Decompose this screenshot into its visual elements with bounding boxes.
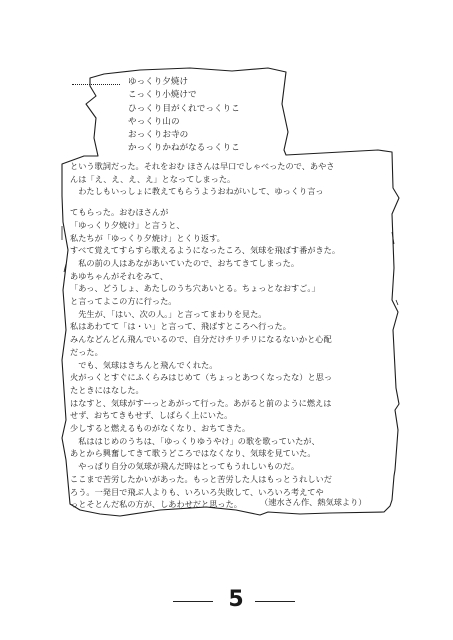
page-footer xyxy=(0,589,453,613)
body-line: みんなどんどん飛んでいるので、自分だけチリチリになるないかと心配 xyxy=(70,334,332,345)
body-line: すべて覚えてすらすら歌えるようになったころ、気球を飛ばす番がきた。 xyxy=(70,245,341,256)
body-line: 少しすると燃えるものがなくなり、おちてきた。 xyxy=(70,423,251,434)
body-line: っとそとんだ私の方が、しあわせだと思った。 xyxy=(70,499,242,510)
poem-line: かっくりかねがなるっくりこ xyxy=(128,143,240,154)
body-line: でも、気球はきちんと飛んでくれた。 xyxy=(70,359,218,370)
footer-rule-left xyxy=(173,601,213,602)
author-credit: （速水さん作、熱気球より） xyxy=(260,497,367,507)
body-line: 私ははじめのうちは、「ゆっくりゆうやけ」の歌を歌っていたが、 xyxy=(70,435,320,446)
poem-line: ひっくり目がくれでっくりこ xyxy=(128,103,240,114)
story-body xyxy=(70,160,388,511)
body-line: 「ゆっくり夕焼け」と言うと、 xyxy=(70,219,185,230)
body-line: わたしもいっしょに教えてもらうようおねがいして、ゆっくり言っ xyxy=(70,186,324,197)
body-line: あとから興奮してきて歌うどころではなくなり、気球を見ていた。 xyxy=(70,448,316,459)
dotted-leader-line xyxy=(72,84,120,85)
body-line: 私の前の人はあながあいていたので、おちてきてしまった。 xyxy=(70,257,300,268)
body-line: と言ってよこの方に行った。 xyxy=(70,296,177,307)
body-line: だった。 xyxy=(70,346,103,357)
poem-line: ゆっくり夕焼け xyxy=(128,77,189,87)
poem-line: おっくりお寺の xyxy=(128,130,189,141)
body-line: ここまで苦労したかいがあった。もっと苦労した人はもっとうれしいだ xyxy=(70,473,332,484)
body-line: 火がっくとすぐにふくらみはじめて（ちょっとあつくなったな）と思っ xyxy=(70,372,333,383)
body-line: 私たちが「ゆっくり夕焼け」とくり返す。 xyxy=(70,232,225,243)
body-line: 先生が、「はい、次の人。」と言ってまわりを見た。 xyxy=(70,308,267,319)
footer-rule-right xyxy=(255,601,295,602)
body-line: はなすと、気球がすーっとあがって行った。あがると前のように燃えは xyxy=(70,397,332,408)
body-line: やっぱり自分の気球が飛んだ時はとってもうれしいものだ。 xyxy=(70,461,300,472)
poem-line: こっくり小焼けで xyxy=(128,90,197,101)
body-line: という歌詞だった。それをおむ ほさんは早口でしゃべったので、あやさ xyxy=(70,161,335,171)
body-line: 「あっ、どうしょ、あたしのうち穴あいとる。ちょっとなおすご。」 xyxy=(70,283,320,294)
page-number: 5 xyxy=(228,587,244,612)
body-line: てもらった。おむほさんが xyxy=(70,207,169,218)
body-line: たときにはなした。 xyxy=(70,384,144,395)
body-line: ろう。一発目で飛ぶ人よりも、いろいろ失敗して、いろいろ考えてや xyxy=(70,486,324,497)
body-line: 私はあわてて「は・い」と言って、飛ばすところへ行った。 xyxy=(70,321,291,332)
body-line: んは「え、え、え、え」となってしまった。 xyxy=(70,173,236,184)
body-line: せず、おちてきもせず、しばらく上にいた。 xyxy=(70,410,233,421)
poem-line: やっくり山の xyxy=(128,116,180,127)
poem-block xyxy=(128,76,240,156)
body-line: あゆちゃんがそれをみて、 xyxy=(70,270,169,281)
